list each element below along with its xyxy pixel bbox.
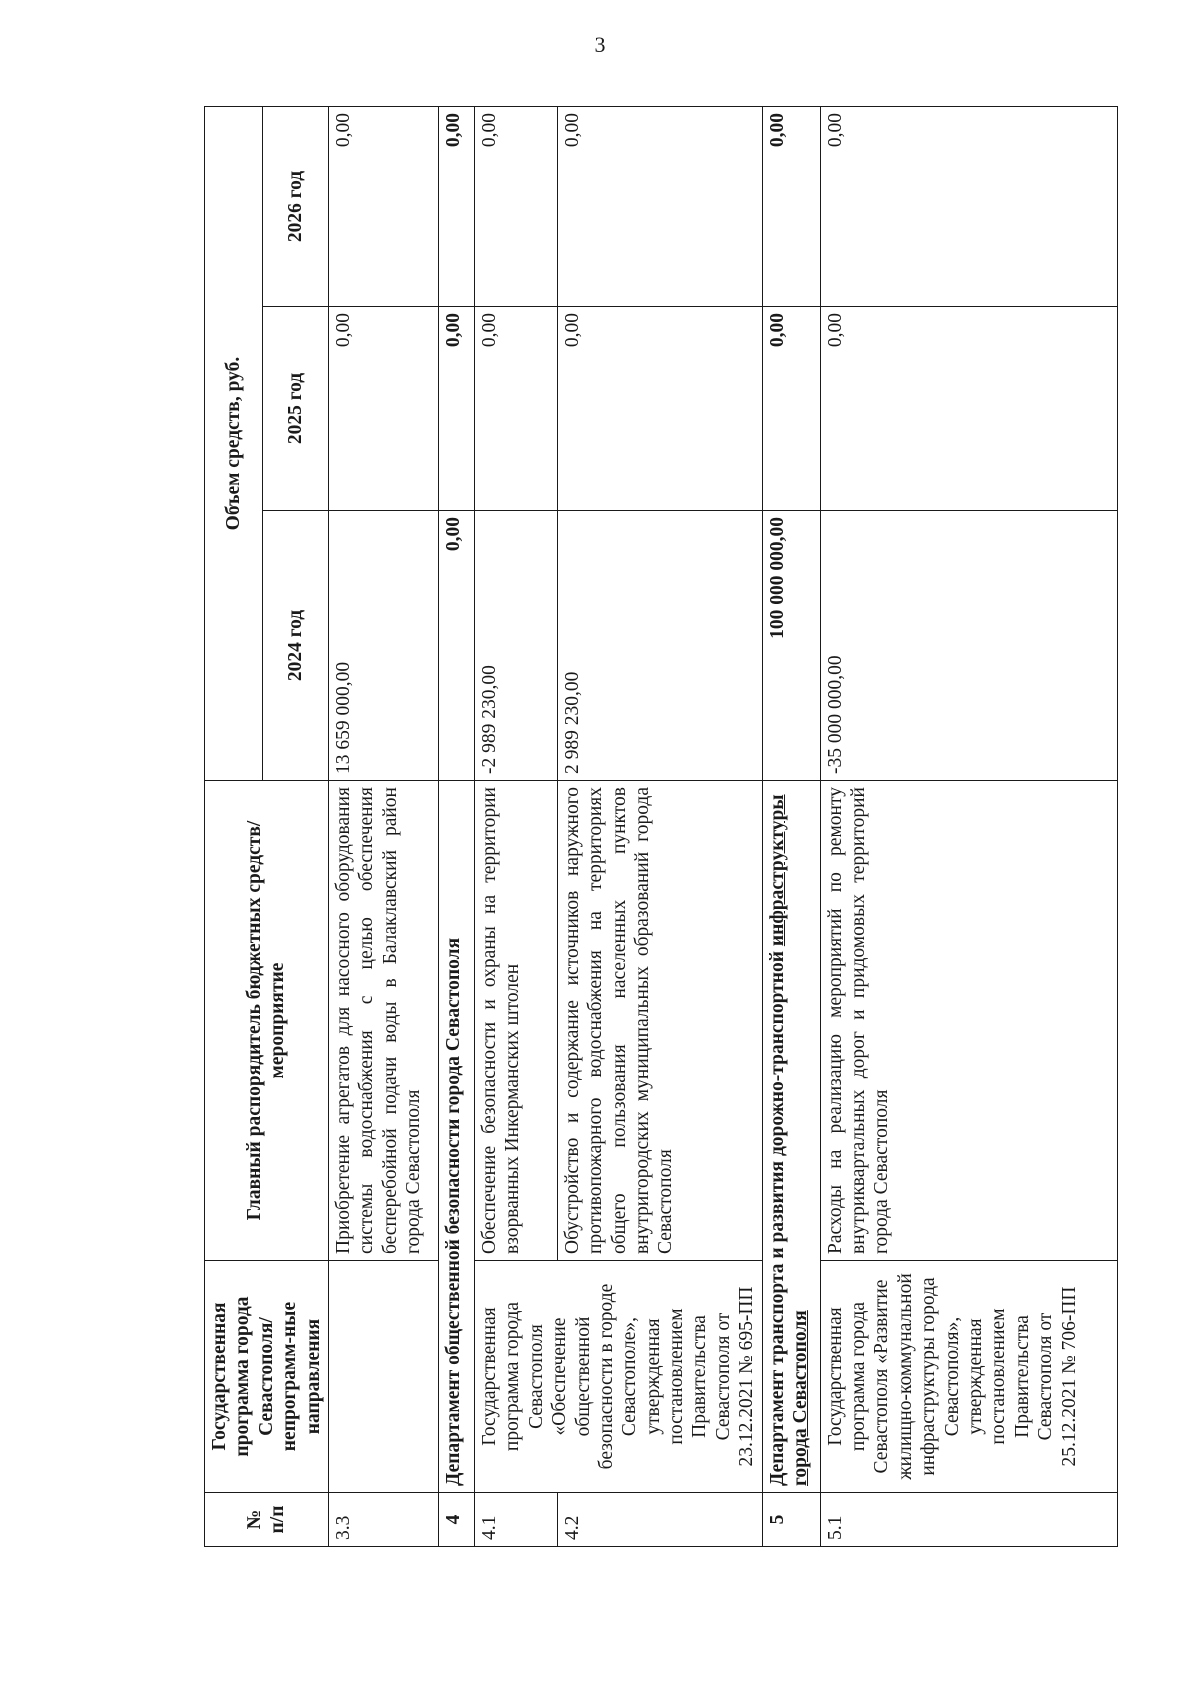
amount-2024: 0,00 xyxy=(438,511,474,781)
amount-2024: -35 000 000,00 xyxy=(820,511,1117,781)
department-name xyxy=(762,781,820,1493)
activity-cell: Обустройство и содержание источников наружного противопожарного водоснабжения на территориях общего пользования населенных пунктов внутригородских муниципальных образований города Севастополя xyxy=(557,781,762,1261)
header-amount: Объем средств, руб. xyxy=(205,107,263,781)
table-row-4-department xyxy=(438,107,474,1547)
amount-2025: 0,00 xyxy=(557,307,762,511)
amount-2024: 2 989 230,00 xyxy=(557,511,762,781)
header-2024: 2024 год xyxy=(262,511,328,781)
activity-cell: Приобретение агрегатов для насосного оборудования системы водоснабжения с целью обеспечения бесперебойной подачи воды в Балаклавский район города Севастополя xyxy=(328,781,438,1261)
row-number: 5 xyxy=(762,1493,820,1547)
row-number: 5.1 xyxy=(820,1493,1117,1547)
table-row-3-3 xyxy=(328,107,438,1547)
row-number: 4.1 xyxy=(474,1493,557,1547)
budget-table-rotated xyxy=(204,107,1118,1547)
amount-2025: 0,00 xyxy=(762,307,820,511)
row-number: 3.3 xyxy=(328,1493,438,1547)
header-activity: Главный распорядитель бюджетных средств/мероприятие xyxy=(205,781,329,1261)
program-cell: Государственная программа города Севастополя «Развитие жилищно-коммунальной инфраструктуры города Севастополя», утвержденная постановлением Правительства Севастополя от 25.12.2021 № 706-ПП xyxy=(820,1261,1117,1493)
header-program: Государственная программа города Севастополя/непрограмм-ные направления xyxy=(205,1261,329,1493)
department-name-line2: инфраструктуры города Севастополя xyxy=(766,794,812,1486)
amount-2025: 0,00 xyxy=(328,307,438,511)
row-number: 4.2 xyxy=(557,1493,762,1547)
amount-2026: 0,00 xyxy=(762,107,820,307)
header-num: № п/п xyxy=(205,1493,329,1547)
page-number: 3 xyxy=(594,32,606,57)
amount-2024: 13 659 000,00 xyxy=(328,511,438,781)
header-2026: 2026 год xyxy=(262,107,328,307)
table-row-5-department xyxy=(762,107,820,1547)
activity-cell: Расходы на реализацию мероприятий по ремонту внутриквартальных дорог и придомовых территорий города Севастополя xyxy=(820,781,1117,1261)
amount-2025: 0,00 xyxy=(820,307,1117,511)
amount-2026: 0,00 xyxy=(438,107,474,307)
amount-2024: -2 989 230,00 xyxy=(474,511,557,781)
row-number: 4 xyxy=(438,1493,474,1547)
amount-2026: 0,00 xyxy=(557,107,762,307)
amount-2024: 100 000 000,00 xyxy=(762,511,820,781)
table-row-4-1 xyxy=(474,107,557,1547)
amount-2026: 0,00 xyxy=(820,107,1117,307)
table-row-5-1 xyxy=(820,107,1117,1547)
department-name-line1: Департамент транспорта и развития дорожно-транспортной xyxy=(766,946,788,1486)
header-2025: 2025 год xyxy=(262,307,328,511)
program-cell xyxy=(328,1261,438,1493)
amount-2025: 0,00 xyxy=(474,307,557,511)
amount-2026: 0,00 xyxy=(474,107,557,307)
department-name: Департамент общественной безопасности города Севастополя xyxy=(438,781,474,1493)
amount-2026: 0,00 xyxy=(328,107,438,307)
budget-table xyxy=(204,106,1118,1547)
amount-2025: 0,00 xyxy=(438,307,474,511)
program-cell: Государственная программа города Севастополя «Обеспечение общественной безопасности в городе Севастополе», утвержденная постановлением Правительства Севастополя от 23.12.2021 № 695-ПП xyxy=(474,1261,762,1493)
activity-cell: Обеспечение безопасности и охраны на территории взорванных Инкерманских штолен xyxy=(474,781,557,1261)
